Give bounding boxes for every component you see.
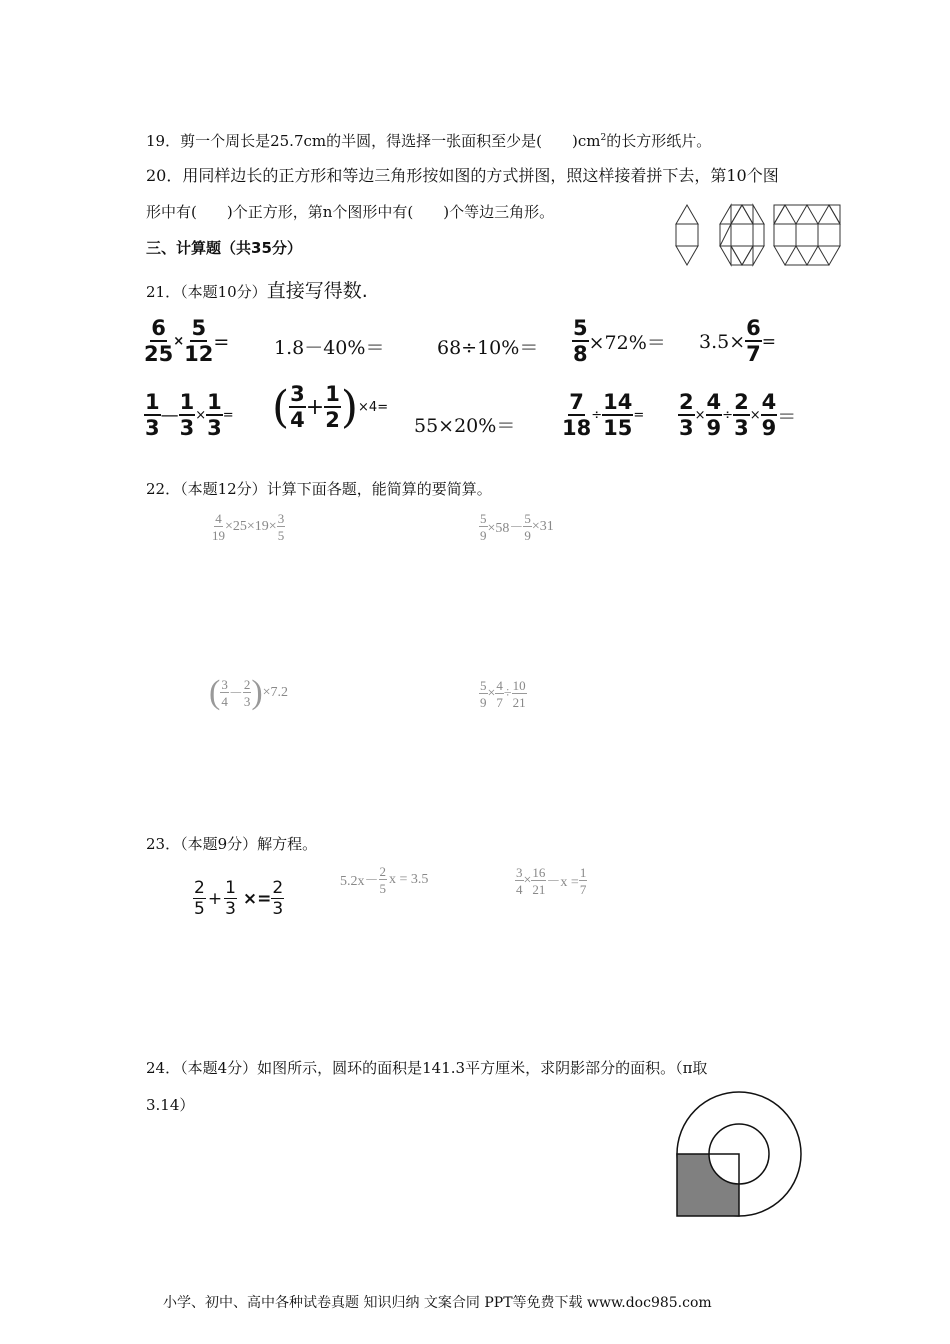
- question-22: [146, 478, 492, 499]
- q22-instruction: 计算下面各题，能简算的要简算。: [266, 480, 492, 498]
- fraction: $\frac{5}{12}$: [184, 316, 214, 366]
- tile-pattern-figure: [670, 202, 842, 272]
- question-21: [146, 276, 368, 303]
- q21-r2-e3: 55×20%＝: [414, 415, 516, 437]
- q21-r1-e5: 3.5× $\frac{6}{7}$ =: [699, 316, 777, 366]
- fraction: $\frac{1}{3}$: [225, 878, 236, 919]
- question-24-line1: 24．（本题4分）如图所示，圆环的面积是141.3平方厘米，求阴影部分的面积。（π取: [146, 1059, 708, 1077]
- q22-problem-3: ( $\frac{3}{4}$ － $\frac{2}{3}$ ) ×7.2: [209, 674, 289, 711]
- q21-number: 21．（本题10分）: [146, 283, 267, 301]
- tile-figure-3: [774, 205, 840, 265]
- question-23: [146, 833, 317, 854]
- fraction: $\frac{6}{25}$: [144, 316, 174, 366]
- fraction: $\frac{14}{15}$: [603, 390, 633, 440]
- q21-r1-e3: 68÷10%＝: [437, 337, 539, 359]
- q21-r2-e4: $\frac{7}{18}$ ÷ $\frac{14}{15}$ =: [562, 390, 645, 440]
- fraction: $\frac{4}{19}$: [212, 511, 225, 543]
- question-20-line1: 20．用同样边长的正方形和等边三角形按如图的方式拼图，照这样接着拼下去，第10个图: [146, 166, 779, 185]
- page-footer: 小学、初中、高中各种试卷真题 知识归纳 文案合同 PPT等免费下载 www.doc985.com: [163, 1295, 712, 1311]
- annulus-figure: [670, 1088, 810, 1222]
- fraction: $\frac{7}{18}$: [562, 390, 592, 440]
- q21-r1-e1: $\frac{6}{25}$ × $\frac{5}{12}$ =: [144, 316, 230, 366]
- fraction: $\frac{4}{9}$: [761, 390, 777, 440]
- fraction: $\frac{6}{7}$: [746, 316, 761, 366]
- fraction: $\frac{4}{9}$: [706, 390, 722, 440]
- q22-problem-1: $\frac{4}{19}$ ×25×19× $\frac{3}{5}$: [212, 511, 285, 543]
- q21-r2-e1: $\frac{1}{3}$ — $\frac{1}{3}$ × $\frac{1}{3}$ =: [145, 390, 234, 440]
- q23-equation-2: 5.2x－ $\frac{2}{5}$ x = 3.5: [340, 864, 429, 896]
- fraction: $\frac{3}{4}$: [221, 677, 228, 709]
- question-19: [146, 130, 711, 151]
- fraction: $\frac{4}{7}$: [496, 678, 503, 710]
- fraction: $\frac{1}{3}$: [207, 390, 222, 440]
- section-3-heading: 三、计算题（共35分）: [146, 239, 302, 257]
- tile-figure-1: [676, 205, 698, 265]
- fraction: $\frac{10}{21}$: [512, 678, 526, 710]
- q19-tail: 的长方形纸片。: [606, 132, 712, 150]
- fraction: $\frac{2}{3}$: [243, 677, 251, 709]
- fraction: $\frac{2}{3}$: [679, 390, 694, 440]
- fraction: $\frac{3}{4}$: [290, 382, 305, 432]
- q23-equation-3: $\frac{3}{4}$ × $\frac{16}{21}$ －x = $\frac{1}{7}$: [516, 865, 587, 897]
- q21-r2-e2: ( $\frac{3}{4}$ + $\frac{1}{2}$ ) ×4=: [272, 381, 389, 433]
- fraction: $\frac{3}{4}$: [516, 865, 523, 897]
- fraction: $\frac{3}{5}$: [277, 511, 285, 543]
- q21-r1-e2: 1.8－40%＝: [274, 337, 385, 359]
- fraction: $\frac{2}{3}$: [734, 390, 749, 440]
- q23-equation-1: $\frac{2}{5}$ + $\frac{1}{3}$ ×= $\frac{2}{3}$: [194, 878, 284, 919]
- q19-text: 19．剪一个周长是25.7cm的半圆，得选择一张面积至少是( )cm: [146, 132, 601, 150]
- q21-instruction: 直接写得数.: [266, 280, 368, 302]
- fraction: $\frac{5}{8}$: [573, 316, 588, 366]
- q21-r2-e5: $\frac{2}{3}$ × $\frac{4}{9}$ ÷ $\frac{2}{3}$ × $\frac{4}{9}$ ＝: [679, 390, 797, 440]
- q22-problem-2: $\frac{5}{9}$ ×58－ $\frac{5}{9}$ ×31: [480, 511, 554, 543]
- q22-number: 22．（本题12分）: [146, 480, 267, 498]
- fraction: $\frac{16}{21}$: [532, 865, 546, 897]
- tile-figure-2: [720, 205, 764, 265]
- q23-instruction: 解方程。: [257, 835, 318, 853]
- question-24-line2: 3.14）: [146, 1096, 195, 1114]
- q22-problem-4: $\frac{5}{9}$ × $\frac{4}{7}$ ÷ $\frac{10}{21}$: [480, 678, 526, 710]
- q19-sup: 2: [600, 133, 607, 143]
- fraction: $\frac{5}{9}$: [480, 678, 487, 710]
- shaded-region: [677, 1154, 739, 1216]
- fraction: $\frac{5}{9}$: [480, 511, 487, 543]
- fraction: $\frac{2}{5}$: [194, 878, 205, 919]
- fraction: $\frac{2}{3}$: [272, 878, 284, 919]
- q23-number: 23．（本题9分）: [146, 835, 258, 853]
- fraction: $\frac{1}{3}$: [145, 390, 160, 440]
- fraction: $\frac{1}{3}$: [179, 390, 195, 440]
- fraction: $\frac{5}{9}$: [524, 511, 531, 543]
- fraction: $\frac{2}{5}$: [379, 864, 386, 896]
- q21-r1-e4: $\frac{5}{8}$ ×72%＝: [573, 316, 666, 366]
- question-20-line2: 形中有( )个正方形，第n个图形中有( )个等边三角形。: [146, 203, 555, 221]
- fraction: $\frac{1}{2}$: [325, 382, 340, 432]
- fraction: $\frac{1}{7}$: [579, 865, 587, 897]
